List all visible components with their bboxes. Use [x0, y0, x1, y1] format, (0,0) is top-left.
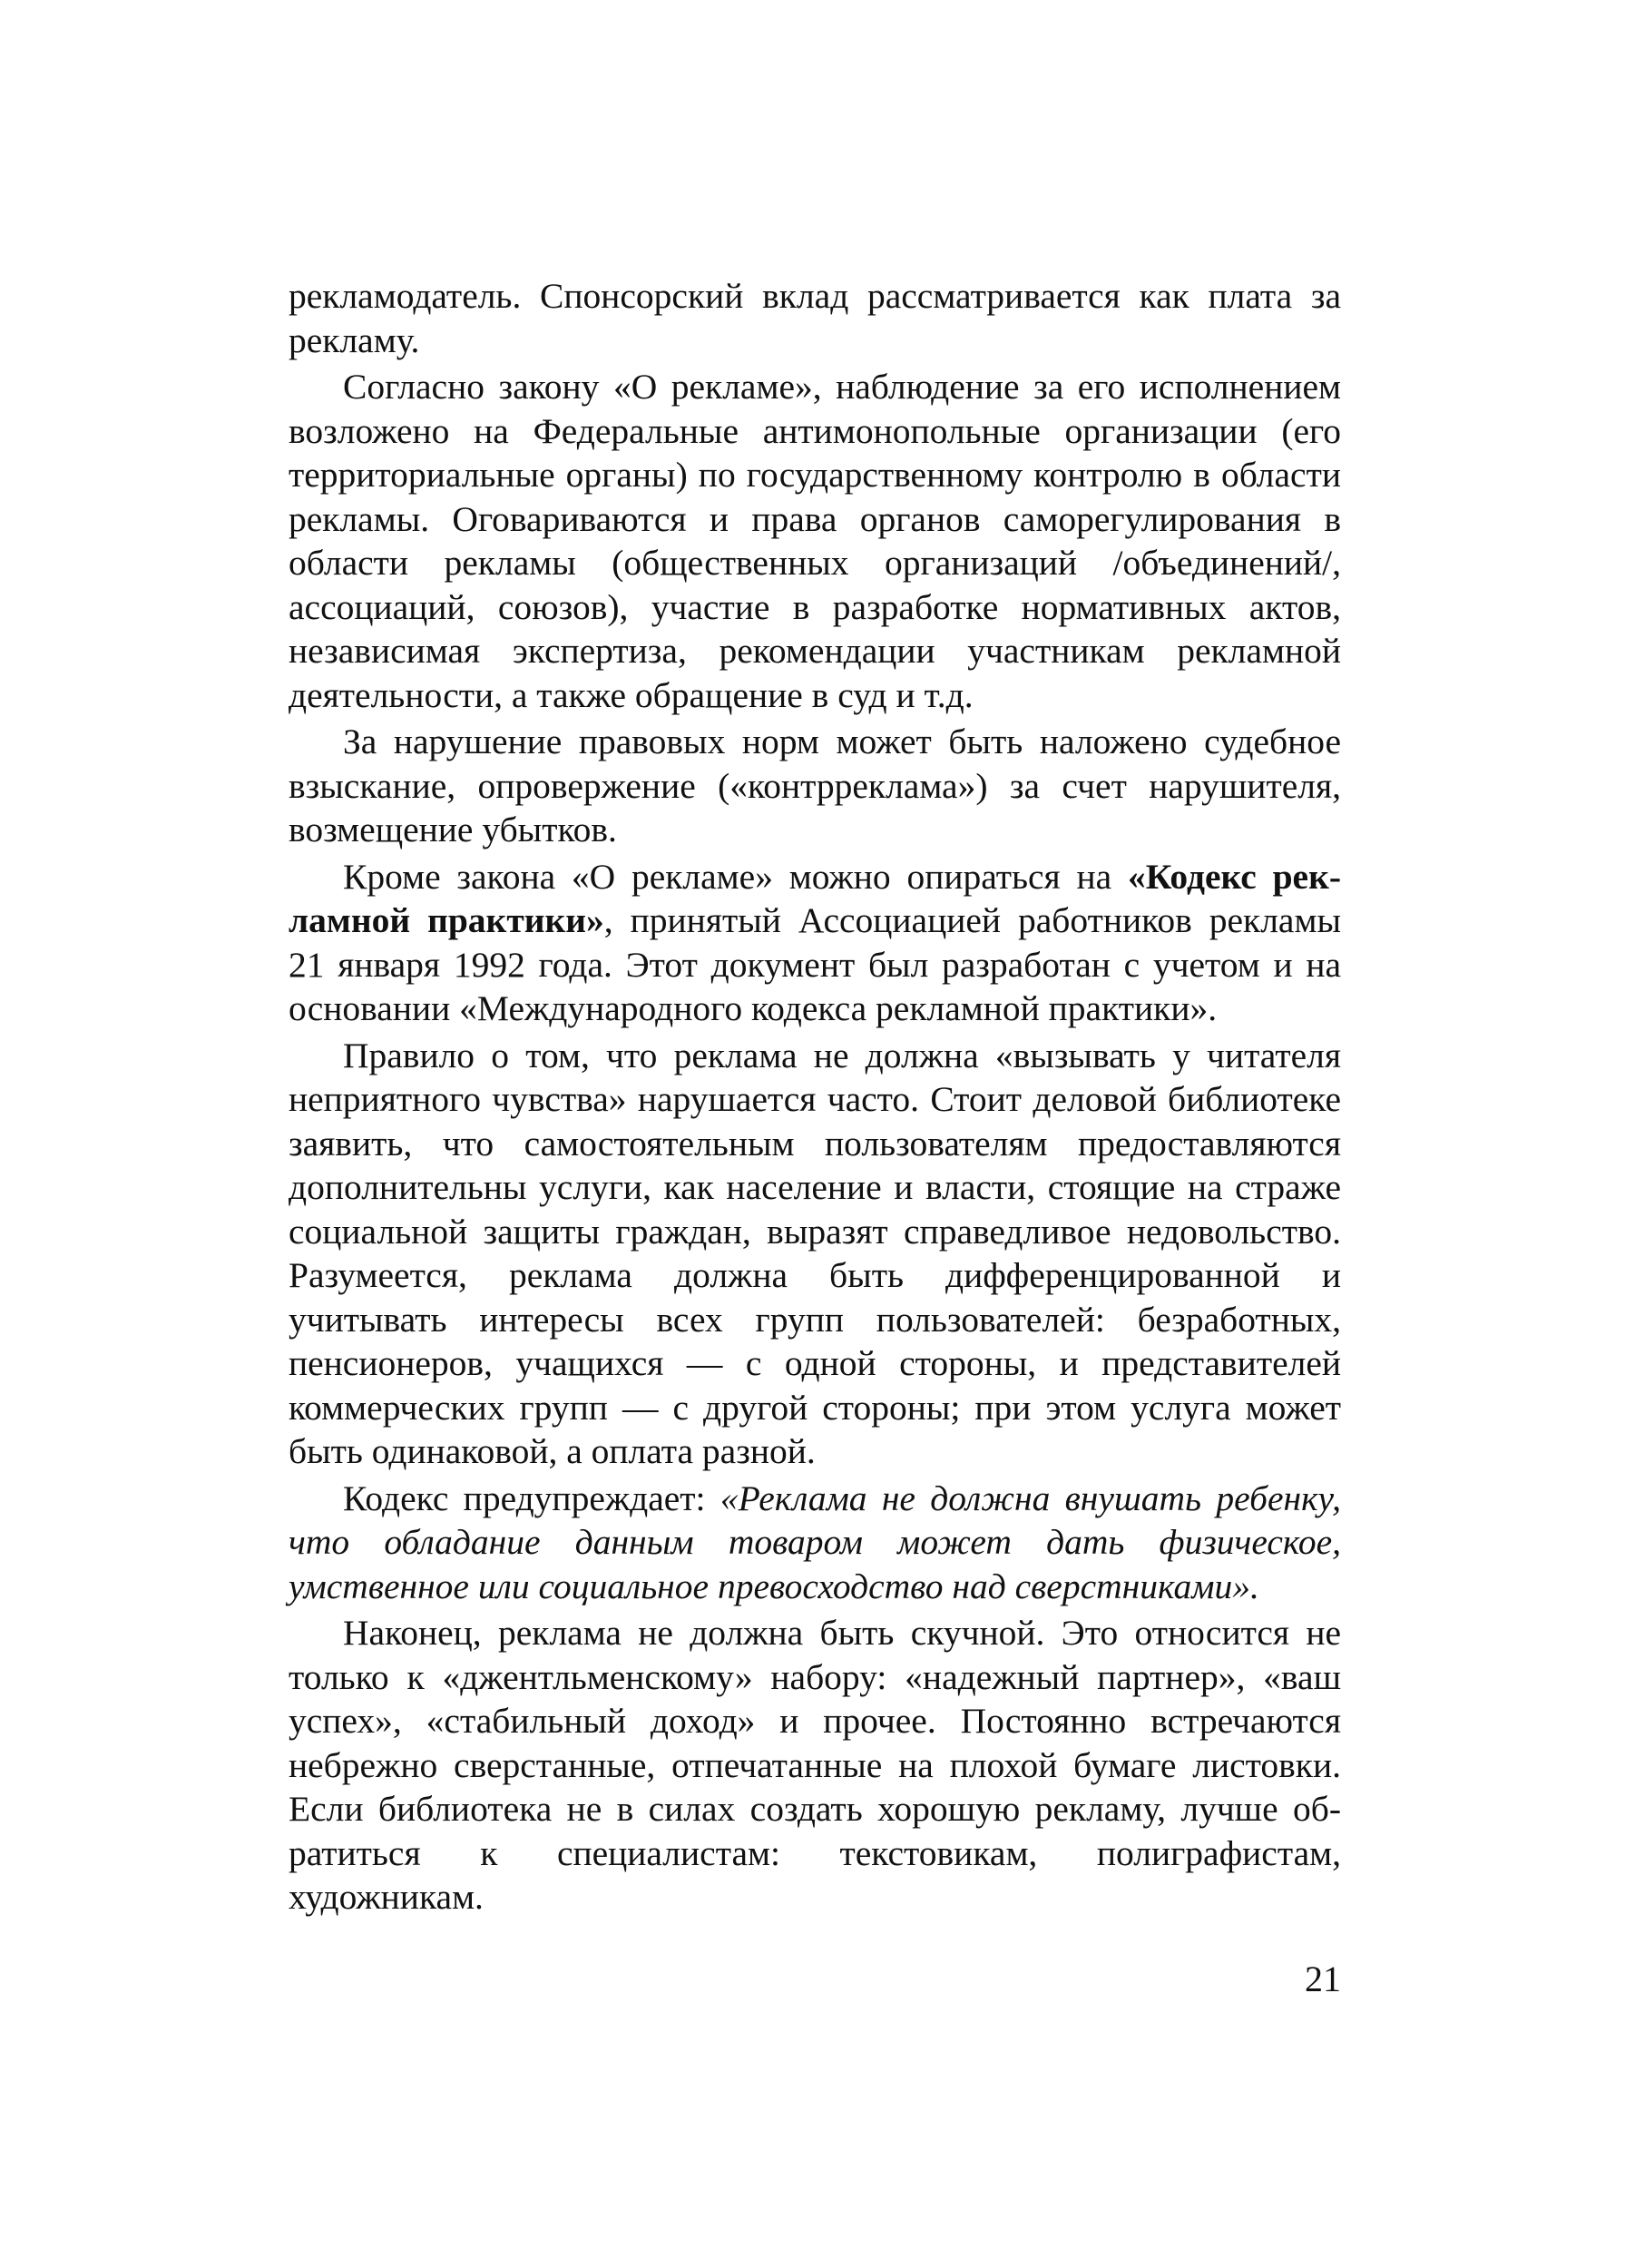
italic-quote: «Реклама не должна внушать ребенку, что обладание данным товаром может дать физическое, умственное или социальное превосходство над сверстниками». [289, 1478, 1341, 1606]
text-run: Согласно закону «О рекламе», наблюдение за его исполнением возложено на Федеральные антимонопольные организации (его территориальные органы) по государственному контролю в области рекламы. Оговариваются и права органов саморегулирования в области рекламы (общественных организаций /объединений/, ассоциаций, союзов), участие в разработке нормативных актов, независимая экспертиза, рекомендации участникам рекламной деятельности, а также обращение в суд и т.д. [289, 367, 1341, 715]
paragraph [289, 720, 1341, 852]
text-run: Кодекс предупреждает: [343, 1478, 720, 1518]
page-number: 21 [1305, 1959, 1341, 1999]
body-text [289, 274, 1341, 1922]
text-run: Правило о том, что реклама не должна «вызывать у читателя неприятного чувства» нарушается часто. Стоит деловой библиотеке заявить, что самостоятельным пользователям предоставляются дополнительны услуги, как население и власти, стоящие на страже социальной защиты граждан, выразят справедливое недовольство. Разумеется, реклама должна быть дифференцированной и учитывать интересы всех групп пользователей: безработных, пенсионеров, учащихся — с одной стороны, и представителей коммерческих групп — с другой стороны; при этом услуга может быть одинаковой, а оплата разной. [289, 1035, 1341, 1471]
text-run: За нарушение правовых норм может быть наложено судебное взыскание, опровержение («контрреклама») за счет нарушителя, возмещение убытков. [289, 722, 1341, 849]
paragraph [289, 274, 1341, 362]
paragraph [289, 1611, 1341, 1919]
text-run: Кроме закона «О рекламе» можно опираться на [343, 856, 1128, 897]
paragraph [289, 1477, 1341, 1609]
text-run: Наконец, реклама не должна быть скучной. Это относится не только к «джентльменскому» набору: «надежный партнер», «ваш успех», «стабильный доход» и прочее. Постоянно встречаются небрежно сверстанные, отпечатанные на плохой бумаге листовки. Если библиотека не в силах создать хорошую рекламу, лучше обратиться к специалистам: текстовикам, полиграфистам, художникам. [289, 1613, 1341, 1917]
text-run: , принятый Ассоциацией работников рекламы 21 января 1992 года. Этот документ был разработан с учетом и на основании «Международного кодекса рекламной практики». [289, 900, 1341, 1028]
bold-text: «Кодекс рекламной практики» [289, 856, 1341, 940]
paragraph [289, 1034, 1341, 1474]
paragraph [289, 365, 1341, 717]
paragraph [289, 855, 1341, 1031]
text-run: рекламодатель. Спонсорский вклад рассматривается как плата за рекламу. [289, 276, 1341, 360]
